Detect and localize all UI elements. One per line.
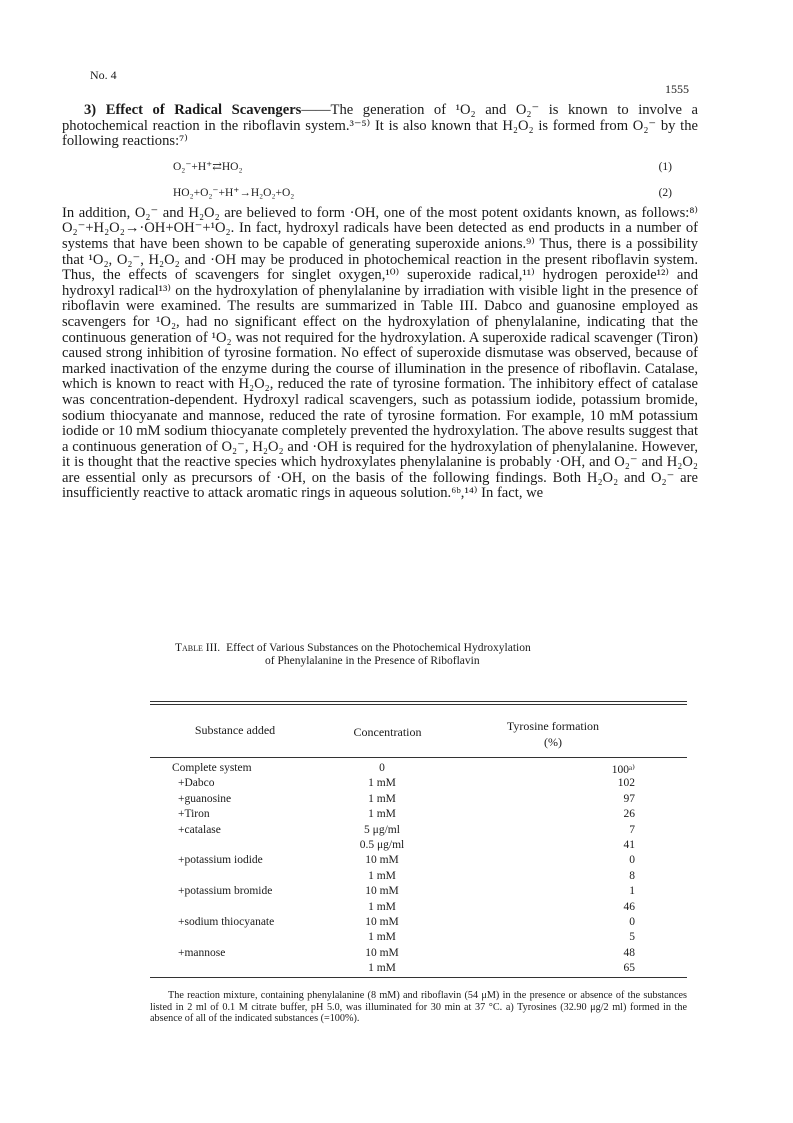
equation-2-text: HO₂+O₂⁻+H⁺→H₂O₂+O₂ <box>173 186 295 199</box>
cell-concentration: 0.5 μg/ml <box>359 839 405 851</box>
table-row <box>150 808 687 823</box>
table-row <box>150 839 687 854</box>
table-caption <box>175 642 615 668</box>
table-row <box>150 777 687 792</box>
table-top-rule <box>150 701 687 702</box>
journal-issue-label: No. 4 <box>90 68 117 82</box>
cell-concentration: 1 mM <box>368 869 396 882</box>
cell-substance: Complete system <box>172 762 252 774</box>
table-footnote <box>150 990 687 1025</box>
cell-concentration: 1 mM <box>368 777 396 790</box>
cell-concentration: 10 mM <box>365 854 399 867</box>
footnote-a: a) Tyrosines (32.90 μg/2 ml) formed in the absence of all of the indicated substances (=100%). <box>150 1001 687 1025</box>
paragraph-2: In addition, O₂⁻ and H₂O₂ are believed to form ·OH, one of the most potent oxidants known, as follows:⁸⁾ O₂⁻+H₂O₂→·OH+OH⁻+¹O₂. In fact, hydroxyl radicals have been detected as end products in a number of systems that have been shown to be capable of generating superoxide anions.⁹⁾ Thus, there is a possibility that ¹O₂, O₂⁻, H₂O₂ and ·OH may be produced in photochemical reaction in the present riboflavin system. Thus, the effects of scavengers for singlet oxygen,¹⁰⁾ superoxide radical,¹¹⁾ hydrogen peroxide¹²⁾ and hydroxyl radical¹³⁾ on the hydroxylation of phenylalanine by irradiation with visible light in the presence of riboflavin were examined. The results are summarized in Table III. Dabco and guanosine employed as scavengers for ¹O₂, had no significant effect on the hydroxylation of phenylalanine, indicating that the continuous generation of ¹O₂ was not required for the hydroxylation. A superoxide radical scavenger (Tiron) caused strong inhibition of tyrosine formation. No effect of superoxide dismutase was observed, because of marked inactivation of the enzyme during the course of illumination in the presence of riboflavin. Catalase, which is known to react with H₂O₂, reduced the rate of tyrosine formation. The inhibitory effect of catalase was concentration-dependent. Hydroxyl radical scavengers, such as potassium iodide, potassium bromide, sodium thiocyanate and mannose, reduced the rate of tyrosine formation. For example, 10 mM potassium iodide or 10 mM sodium thiocyanate completely prevented the hydroxylation. The above results suggest that a continuous generation of O₂⁻, H₂O₂ and ·OH is required for the hydroxylation of phenylalanine. However, it is thought that the reactive species which hydroxylates phenylalanine is probably ·OH, and O₂⁻ and H₂O₂ are essential only as precursors of ·OH, on the basis of the following findings. Both H₂O₂ and O₂⁻ are insufficiently reactive to attack aromatic rings in aqueous solution.⁶ᵇ,¹⁴⁾ In fact, we <box>62 204 698 502</box>
cell-tyrosine: 0 <box>629 854 635 867</box>
cell-substance: +potassium bromide <box>178 885 273 898</box>
cell-concentration: 1 mM <box>368 792 396 805</box>
cell-substance: +Tiron <box>178 808 210 821</box>
cell-tyrosine: 8 <box>629 869 635 882</box>
table-row <box>150 885 687 900</box>
cell-tyrosine: 102 <box>617 777 635 790</box>
table-row <box>150 962 687 977</box>
cell-concentration: 10 mM <box>365 946 399 959</box>
cell-substance: +potassium iodide <box>178 854 263 867</box>
cell-concentration: 1 mM <box>368 931 396 944</box>
equation-1-text: O₂⁻+H⁺⇄HO₂ <box>173 160 243 173</box>
header-tyrosine <box>478 718 628 750</box>
header-tyrosine-line-2: (%) <box>544 735 562 749</box>
cell-tyrosine: 7 <box>629 823 635 836</box>
footnote-main: The reaction mixture, containing phenylalanine (8 mM) and riboflavin (54 μM) in the presence or absence of the substances listed in 2 ml of 0.1 M citrate buffer, pH 5.0, was illuminated for 30 min at 37 °C. <box>150 990 687 1013</box>
cell-concentration: 0 <box>379 762 385 774</box>
header-concentration: Concentration <box>353 725 422 739</box>
table-caption-line-2: of Phenylalanine in the Presence of Riboflavin <box>265 655 480 667</box>
table-label: Table III. <box>175 642 221 654</box>
paragraph-1-text: The generation of ¹O₂ and O₂⁻ is known to involve a photochemical reaction in the riboflavin system.³⁻⁵⁾ It is also known that H₂O₂ is formed from O₂⁻ by the following reactions:⁷⁾ <box>62 102 698 150</box>
cell-tyrosine: 26 <box>623 808 635 821</box>
cell-concentration: 1 mM <box>368 900 396 913</box>
equation-1 <box>62 156 698 178</box>
table-top-rule-double <box>150 704 687 705</box>
cell-tyrosine: 48 <box>623 946 635 959</box>
cell-tyrosine: 5 <box>629 931 635 944</box>
cell-tyrosine: 100ᵃ⁾ <box>611 764 635 776</box>
section-heading: 3) Effect of Radical Scavengers <box>84 102 302 118</box>
table-row <box>150 870 687 885</box>
equation-2-number: (2) <box>658 186 672 199</box>
equation-2 <box>62 182 698 204</box>
cell-substance: +catalase <box>178 823 221 836</box>
page-number: 1555 <box>665 82 689 96</box>
table-caption-line-1: Effect of Various Substances on the Photochemical Hydroxylation <box>226 642 531 654</box>
table-row <box>150 854 687 869</box>
table-header-rule <box>150 757 687 758</box>
cell-tyrosine: 41 <box>623 839 635 851</box>
cell-tyrosine: 65 <box>623 962 635 975</box>
header-tyrosine-line-1: Tyrosine formation <box>506 719 600 733</box>
cell-concentration: 10 mM <box>365 885 399 898</box>
cell-tyrosine: 46 <box>623 900 635 913</box>
table-row <box>150 931 687 946</box>
cell-substance: +mannose <box>178 946 226 959</box>
cell-substance: +guanosine <box>178 792 232 805</box>
heading-dash: —— <box>301 102 331 118</box>
equation-1-number: (1) <box>658 160 672 173</box>
cell-substance: +Dabco <box>178 777 215 790</box>
table-row <box>150 901 687 916</box>
table-bottom-rule <box>150 977 687 978</box>
table-row <box>150 793 687 808</box>
table-row <box>150 916 687 931</box>
cell-concentration: 10 mM <box>365 916 399 928</box>
article-body <box>62 103 698 502</box>
cell-substance: +sodium thiocyanate <box>178 916 275 928</box>
header-substance: Substance added <box>194 723 276 737</box>
table-row <box>150 947 687 962</box>
table-row <box>150 824 687 839</box>
cell-tyrosine: 0 <box>629 916 635 928</box>
cell-tyrosine: 1 <box>629 885 635 898</box>
paragraph-1 <box>62 103 698 150</box>
cell-concentration: 5 μg/ml <box>364 823 400 836</box>
table-row <box>150 762 687 777</box>
cell-tyrosine: 97 <box>623 792 635 805</box>
cell-concentration: 1 mM <box>368 808 396 821</box>
cell-concentration: 1 mM <box>368 962 396 975</box>
